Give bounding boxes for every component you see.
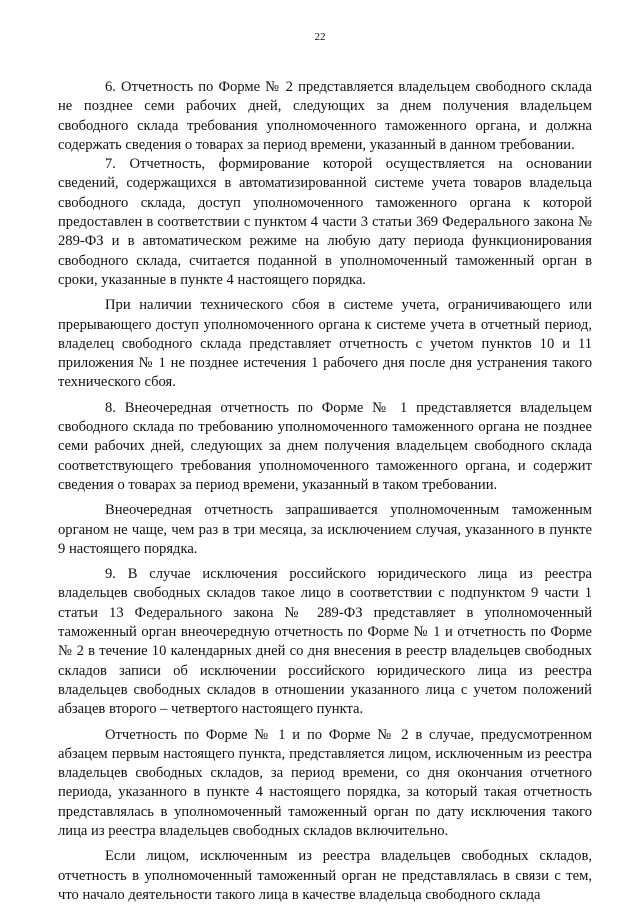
paragraph-item-7: 7. Отчетность, формирование которой осуществляется на основании сведений, содержащихся в автоматизированной системе учета товаров владельца свободного склада, доступ уполномоченного таможенного органа к которой предоставлен в соответствии с пунктом 4 части 3 статьи 369 Федерального закона № 289-ФЗ и в автоматическом режиме на любую дату периода функционирования свободного склада, считается поданной в уполномоченный таможенный орган в сроки, указанные в пункте 4 настоящего порядка. [58, 156, 592, 288]
paragraph-item-6: 6. Отчетность по Форме № 2 представляется владельцем свободного склада не позднее семи рабочих дней, следующих за днем получения владельцем свободного склада требования уполномоченного таможенного органа, и должна содержать сведения о товарах за период времени, указанный в данном требовании. [58, 79, 592, 153]
document-body [58, 78, 592, 905]
paragraph-extraordinary-request: Внеочередная отчетность запрашивается уполномоченным таможенным органом не чаще, чем раз в три месяца, за исключением случая, указанного в пункте 9 настоящего порядка. [58, 502, 592, 557]
paragraph-item-9: 9. В случае исключения российского юридического лица из реестра владельцев свободных складов такое лицо в соответствии с подпунктом 9 части 1 статьи 13 Федерального закона № 289-ФЗ представляет в уполномоченный таможенный орган внеочередную отчетность по Форме № 1 и отчетность по Форме № 2 в течение 10 календарных дней со дня внесения в реестр владельцев свободных складов записи об исключении российского юридического лица из реестра владельцев свободных складов в отношении указанного лица с учетом положений абзацев второго – четвертого настоящего пункта. [58, 566, 592, 718]
paragraph-item-8: 8. Внеочередная отчетность по Форме № 1 представляется владельцем свободного склада по требованию уполномоченного таможенного органа не позднее семи рабочих дней, следующих за днем получения владельцем свободного склада соответствующего требования уполномоченного таможенного органа, и содержит сведения о товарах за период времени, указанный в таком требовании. [58, 399, 592, 493]
paragraph-reporting-period: Отчетность по Форме № 1 и по Форме № 2 в случае, предусмотренном абзацем первым настоящего пункта, представляется лицом, исключенным из реестра владельцев свободных складов, за период времени, со дня окончания отчетного периода, указанного в пункте 4 настоящего порядка, за который такая отчетность представлялась в уполномоченный таможенный орган по дату исключения такого лица из реестра владельцев свободных складов включительно. [58, 726, 592, 839]
paragraph-excluded-person: Если лицом, исключенным из реестра владельцев свободных складов, отчетность в уполномоченный таможенный орган не представлялась в связи с тем, что начало деятельности такого лица в качестве владельца свободного склада [58, 848, 592, 903]
page-number: 22 [314, 31, 326, 43]
paragraph-technical-failure: При наличии технического сбоя в системе учета, ограничивающего или прерывающего доступ уполномоченного органа к системе учета в отчетный период, владелец свободного склада представляет отчетность с учетом пунктов 10 и 11 приложения № 1 не позднее истечения 1 рабочего дня после дня устранения такого технического сбоя. [58, 297, 592, 391]
